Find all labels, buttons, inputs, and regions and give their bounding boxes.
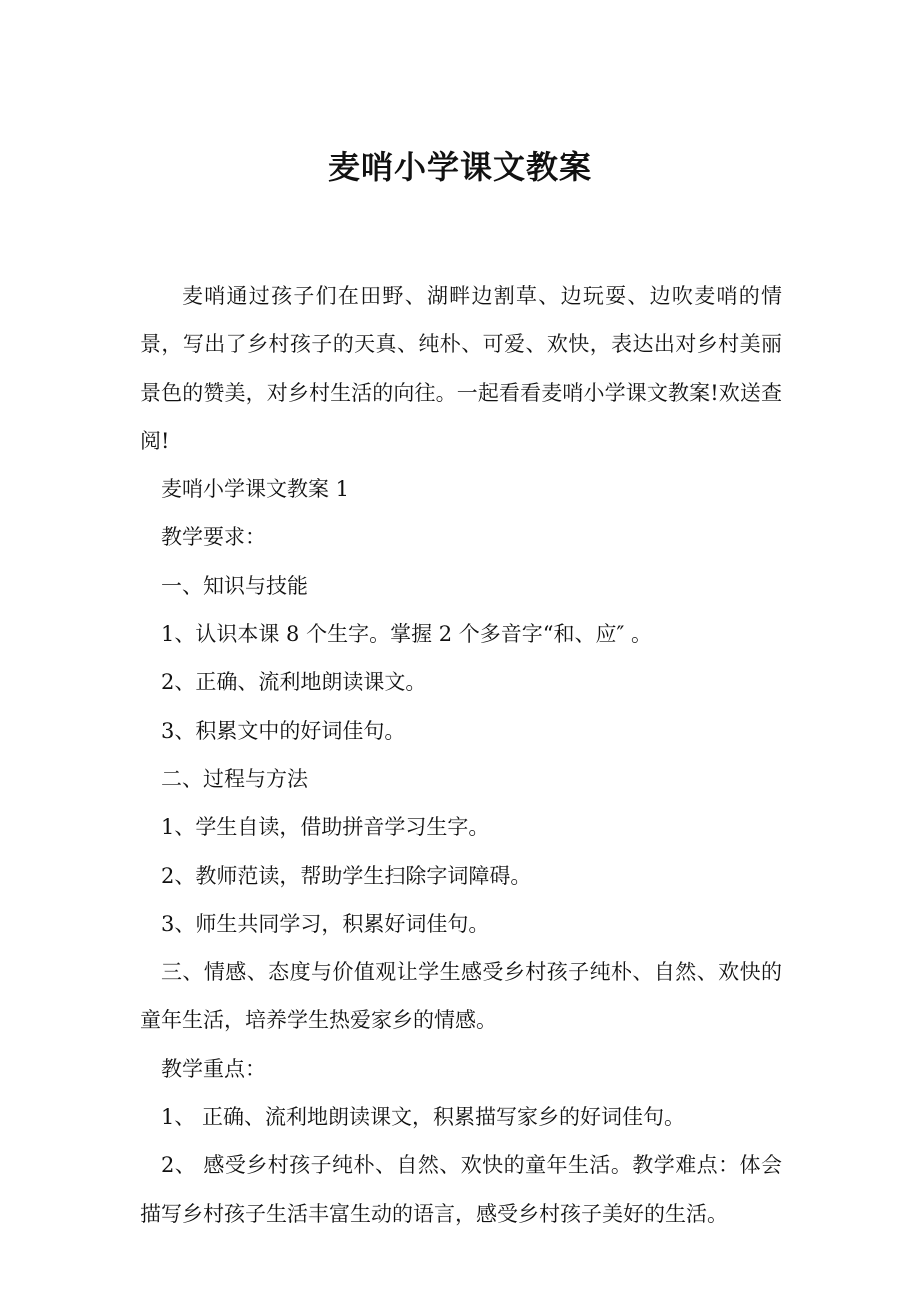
- document-body: [140, 272, 782, 1238]
- section-heading-lesson-1: 麦哨小学课文教案 1: [161, 477, 350, 502]
- emotion-values-paragraph: 三、情感、态度与价值观让学生感受乡村孩子纯朴、自然、欢快的童年生活，培养学生热爱家乡的情感。: [140, 960, 782, 1033]
- list-item: 3、积累文中的好词佳句。: [161, 718, 406, 743]
- list-item: 1、学生自读，借助拼音学习生字。: [161, 815, 490, 840]
- intro-paragraph: 麦哨通过孩子们在田野、湖畔边割草、边玩耍、边吹麦哨的情景，写出了乡村孩子的天真、纯朴、可爱、欢快，表达出对乡村美丽景色的赞美，对乡村生活的向往。一起看看麦哨小学课文教案!欢送查阅!: [140, 284, 782, 453]
- list-item: 2、 感受乡村孩子纯朴、自然、欢快的童年生活。教学难点：体会描写乡村孩子生活丰富生动的语言，感受乡村孩子美好的生活。: [140, 1153, 782, 1226]
- list-item: 2、正确、流利地朗读课文。: [161, 670, 427, 695]
- list-item: 2、教师范读，帮助学生扫除字词障碍。: [161, 863, 532, 888]
- process-method-heading: 二、过程与方法: [161, 766, 308, 791]
- teaching-requirements-heading: 教学要求：: [161, 525, 266, 550]
- knowledge-skills-heading: 一、知识与技能: [161, 573, 308, 598]
- list-item: 1、认识本课 8 个生字。掌握 2 个多音字“和、应″ 。: [161, 622, 653, 647]
- document-title: 麦哨小学课文教案: [327, 148, 592, 186]
- list-item: 3、师生共同学习，积累好词佳句。: [161, 911, 490, 936]
- list-item: 1、 正确、流利地朗读课文，积累描写家乡的好词佳句。: [161, 1105, 686, 1130]
- teaching-focus-heading: 教学重点：: [161, 1056, 266, 1081]
